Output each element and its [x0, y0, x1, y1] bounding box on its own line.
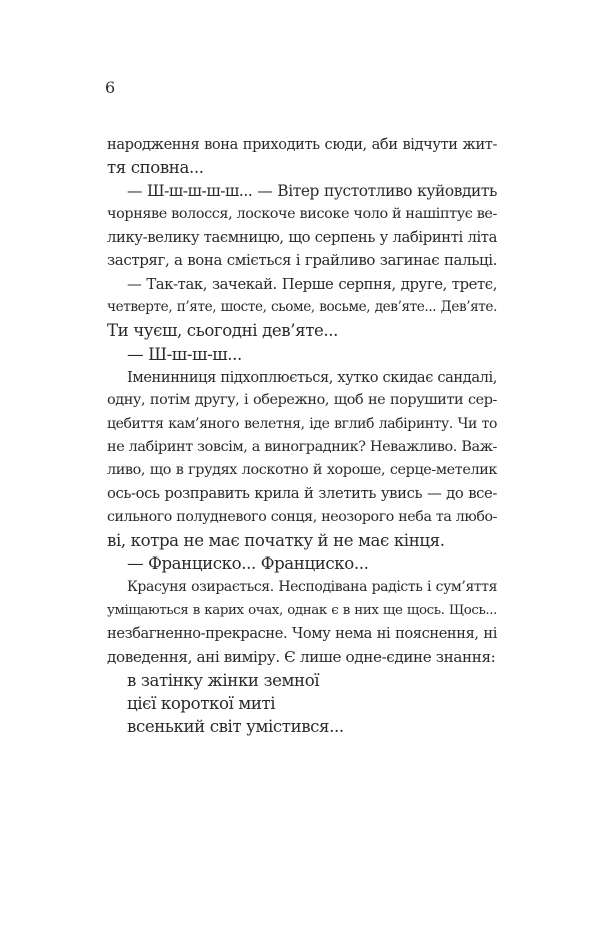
page-number: 6: [105, 78, 116, 97]
text-line: народження вона приходить сюди, аби відчути жит-: [107, 136, 497, 153]
text-line: тя сповна...: [107, 158, 204, 178]
text-line: ливо, що в грудях лоскотно й хороше, серце-метелик: [107, 462, 497, 479]
text-line: застряг, а вона сміється і грайливо загинає пальці.: [107, 251, 497, 270]
body-text: [107, 133, 497, 739]
text-line: — Франциско... Франциско...: [127, 554, 369, 574]
text-line: всенький світ умістився...: [127, 717, 344, 737]
text-line: цієї короткої миті: [127, 694, 276, 714]
text-line: — Ш-ш-ш-ш...: [127, 344, 242, 364]
text-line: цебиття кам’яного велетня, іде вглиб лабіринту. Чи то: [107, 415, 497, 432]
text-line: четверте, п’яте, шосте, сьоме, восьме, дев’яте... Дев’яте.: [107, 299, 497, 316]
text-line: уміщаються в карих очах, однак є в них ще щось. Щось...: [107, 602, 497, 618]
text-line: ві, котра не має початку й не має кінця.: [107, 531, 445, 551]
text-line: — Ш-ш-ш-ш-ш... — Вітер пустотливо куйовдить: [127, 181, 497, 200]
text-line: доведення, ані виміру. Є лише одне-єдине знання:: [107, 647, 496, 666]
text-line: не лабіринт зовсім, а виноградник? Неважливо. Важ-: [107, 438, 497, 455]
text-line: Ти чуєш, сьогодні дев’яте...: [107, 321, 339, 341]
text-line: незбагненно-прекрасне. Чому нема ні пояснення, ні: [107, 625, 497, 643]
text-line: Красуня озирається. Несподівана радість і сум’яття: [127, 578, 497, 595]
text-line: одну, потім другу, і обережно, щоб не порушити сер-: [107, 392, 497, 409]
text-line: чорняве волосся, лоскоче високе чоло й нашіптує ве-: [107, 205, 497, 222]
text-line: — Так-так, зачекай. Перше серпня, друге, третє,: [127, 275, 497, 293]
text-line: Іменинниця підхоплюється, хутко скидає сандалі,: [127, 368, 497, 386]
text-line: лику-велику таємницю, що серпень у лабіринті літа: [107, 229, 497, 247]
text-line: ось-ось розправить крила й злетить увись — до все-: [107, 485, 497, 503]
text-line: в затінку жінки земної: [127, 670, 320, 690]
text-line: сильного полудневого сонця, неозорого неба та любо-: [107, 508, 497, 525]
